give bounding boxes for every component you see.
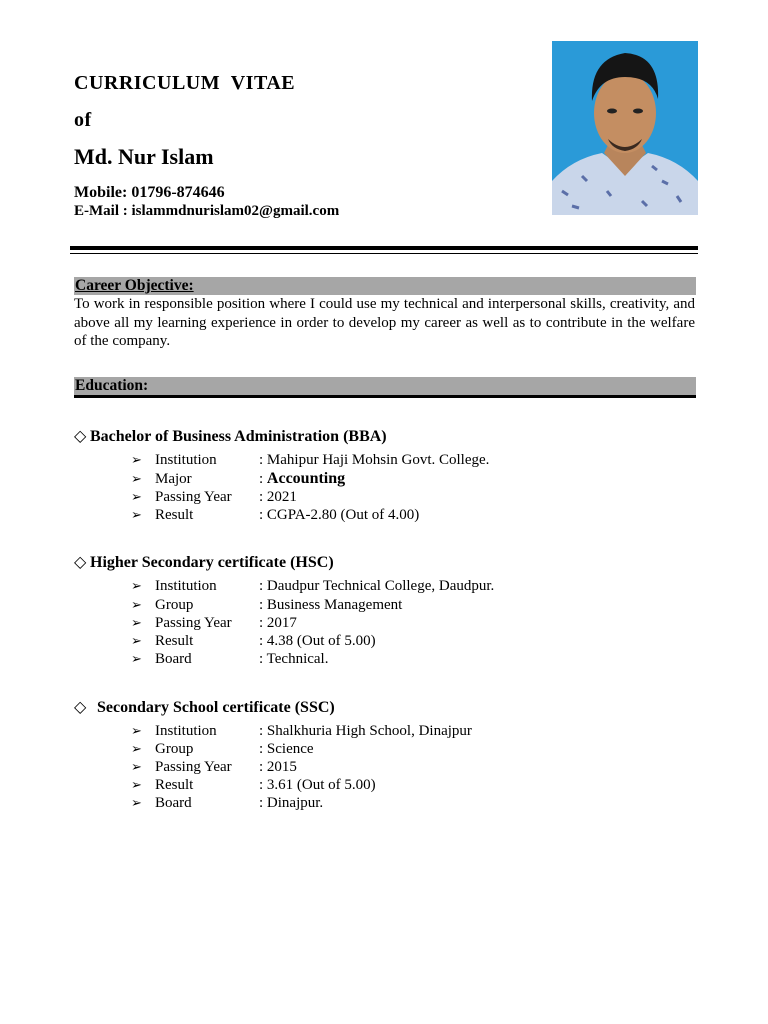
row-key: Major	[155, 471, 192, 487]
row-key: Institution	[155, 578, 217, 594]
title-of: of	[74, 109, 92, 131]
email-address: E-Mail : islammdnurislam02@gmail.com	[74, 203, 340, 219]
row-key: Institution	[155, 452, 217, 468]
row-value: : Science	[259, 741, 314, 757]
degree-bba-heading	[74, 426, 387, 446]
row-key: Institution	[155, 723, 217, 739]
row-key: Result	[155, 777, 194, 793]
arrow-bullet-icon: ➢	[131, 651, 142, 666]
candidate-name: Md. Nur Islam	[74, 144, 214, 169]
row-value: : 4.38 (Out of 5.00)	[259, 633, 376, 649]
row-value: : Shalkhuria High School, Dinajpur	[259, 723, 472, 739]
row-value: : Daudpur Technical College, Daudpur.	[259, 578, 495, 594]
row-key: Passing Year	[155, 759, 232, 775]
row-value: : 3.61 (Out of 5.00)	[259, 777, 376, 793]
row-value-prefix: :	[259, 471, 267, 487]
row-value: : 2017	[259, 615, 297, 631]
row-key: Passing Year	[155, 615, 232, 631]
header-divider-thin	[70, 253, 698, 254]
row-value: : 2021	[259, 489, 297, 505]
arrow-bullet-icon: ➢	[131, 741, 142, 756]
arrow-bullet-icon: ➢	[131, 507, 142, 522]
arrow-bullet-icon: ➢	[131, 471, 142, 486]
row-key: Passing Year	[155, 489, 232, 505]
row-value-major: Accounting	[266, 470, 346, 487]
career-objective-heading: Career Objective:	[75, 277, 194, 294]
degree-hsc-title: Higher Secondary certificate (HSC)	[90, 554, 334, 571]
arrow-bullet-icon: ➢	[131, 615, 142, 630]
arrow-bullet-icon: ➢	[131, 777, 142, 792]
mobile-number: Mobile: 01796-874646	[74, 184, 225, 201]
diamond-bullet-icon: ◇	[74, 428, 87, 445]
row-value: : Technical.	[259, 651, 329, 667]
row-value: : 2015	[259, 759, 297, 775]
arrow-bullet-icon: ➢	[131, 452, 142, 467]
row-value	[259, 470, 345, 488]
degree-ssc-heading	[74, 697, 335, 717]
row-value: : Business Management	[259, 597, 403, 613]
row-key: Result	[155, 633, 194, 649]
header-divider-thick	[70, 246, 698, 250]
degree-bba-title: Bachelor of Business Administration (BBA)	[90, 428, 387, 445]
degree-hsc-heading	[74, 552, 334, 572]
arrow-bullet-icon: ➢	[131, 489, 142, 504]
arrow-bullet-icon: ➢	[131, 633, 142, 648]
arrow-bullet-icon: ➢	[131, 723, 142, 738]
arrow-bullet-icon: ➢	[131, 795, 142, 810]
profile-photo	[552, 41, 698, 215]
row-value: : Dinajpur.	[259, 795, 324, 811]
row-key: Board	[155, 651, 192, 667]
arrow-bullet-icon: ➢	[131, 578, 142, 593]
arrow-bullet-icon: ➢	[131, 759, 142, 774]
education-underline	[74, 395, 696, 398]
row-key: Group	[155, 741, 194, 757]
person-portrait-icon	[552, 41, 698, 215]
row-key: Group	[155, 597, 194, 613]
document-title: CURRICULUM VITAE	[74, 72, 296, 94]
row-key: Board	[155, 795, 192, 811]
diamond-bullet-icon: ◇	[74, 699, 87, 716]
degree-ssc-title: Secondary School certificate (SSC)	[97, 699, 335, 716]
education-bar	[74, 377, 696, 395]
row-value: : Mahipur Haji Mohsin Govt. College.	[259, 452, 490, 468]
arrow-bullet-icon: ➢	[131, 597, 142, 612]
row-key: Result	[155, 507, 194, 523]
career-objective-text: To work in responsible position where I could use my technical and interpersonal skills, creativity, and above all my learning experience in order to develop my career as well as to contribute in the welfare of the company.	[74, 296, 695, 349]
row-value: : CGPA-2.80 (Out of 4.00)	[259, 507, 420, 523]
diamond-bullet-icon: ◇	[74, 554, 87, 571]
education-heading: Education:	[75, 377, 149, 394]
